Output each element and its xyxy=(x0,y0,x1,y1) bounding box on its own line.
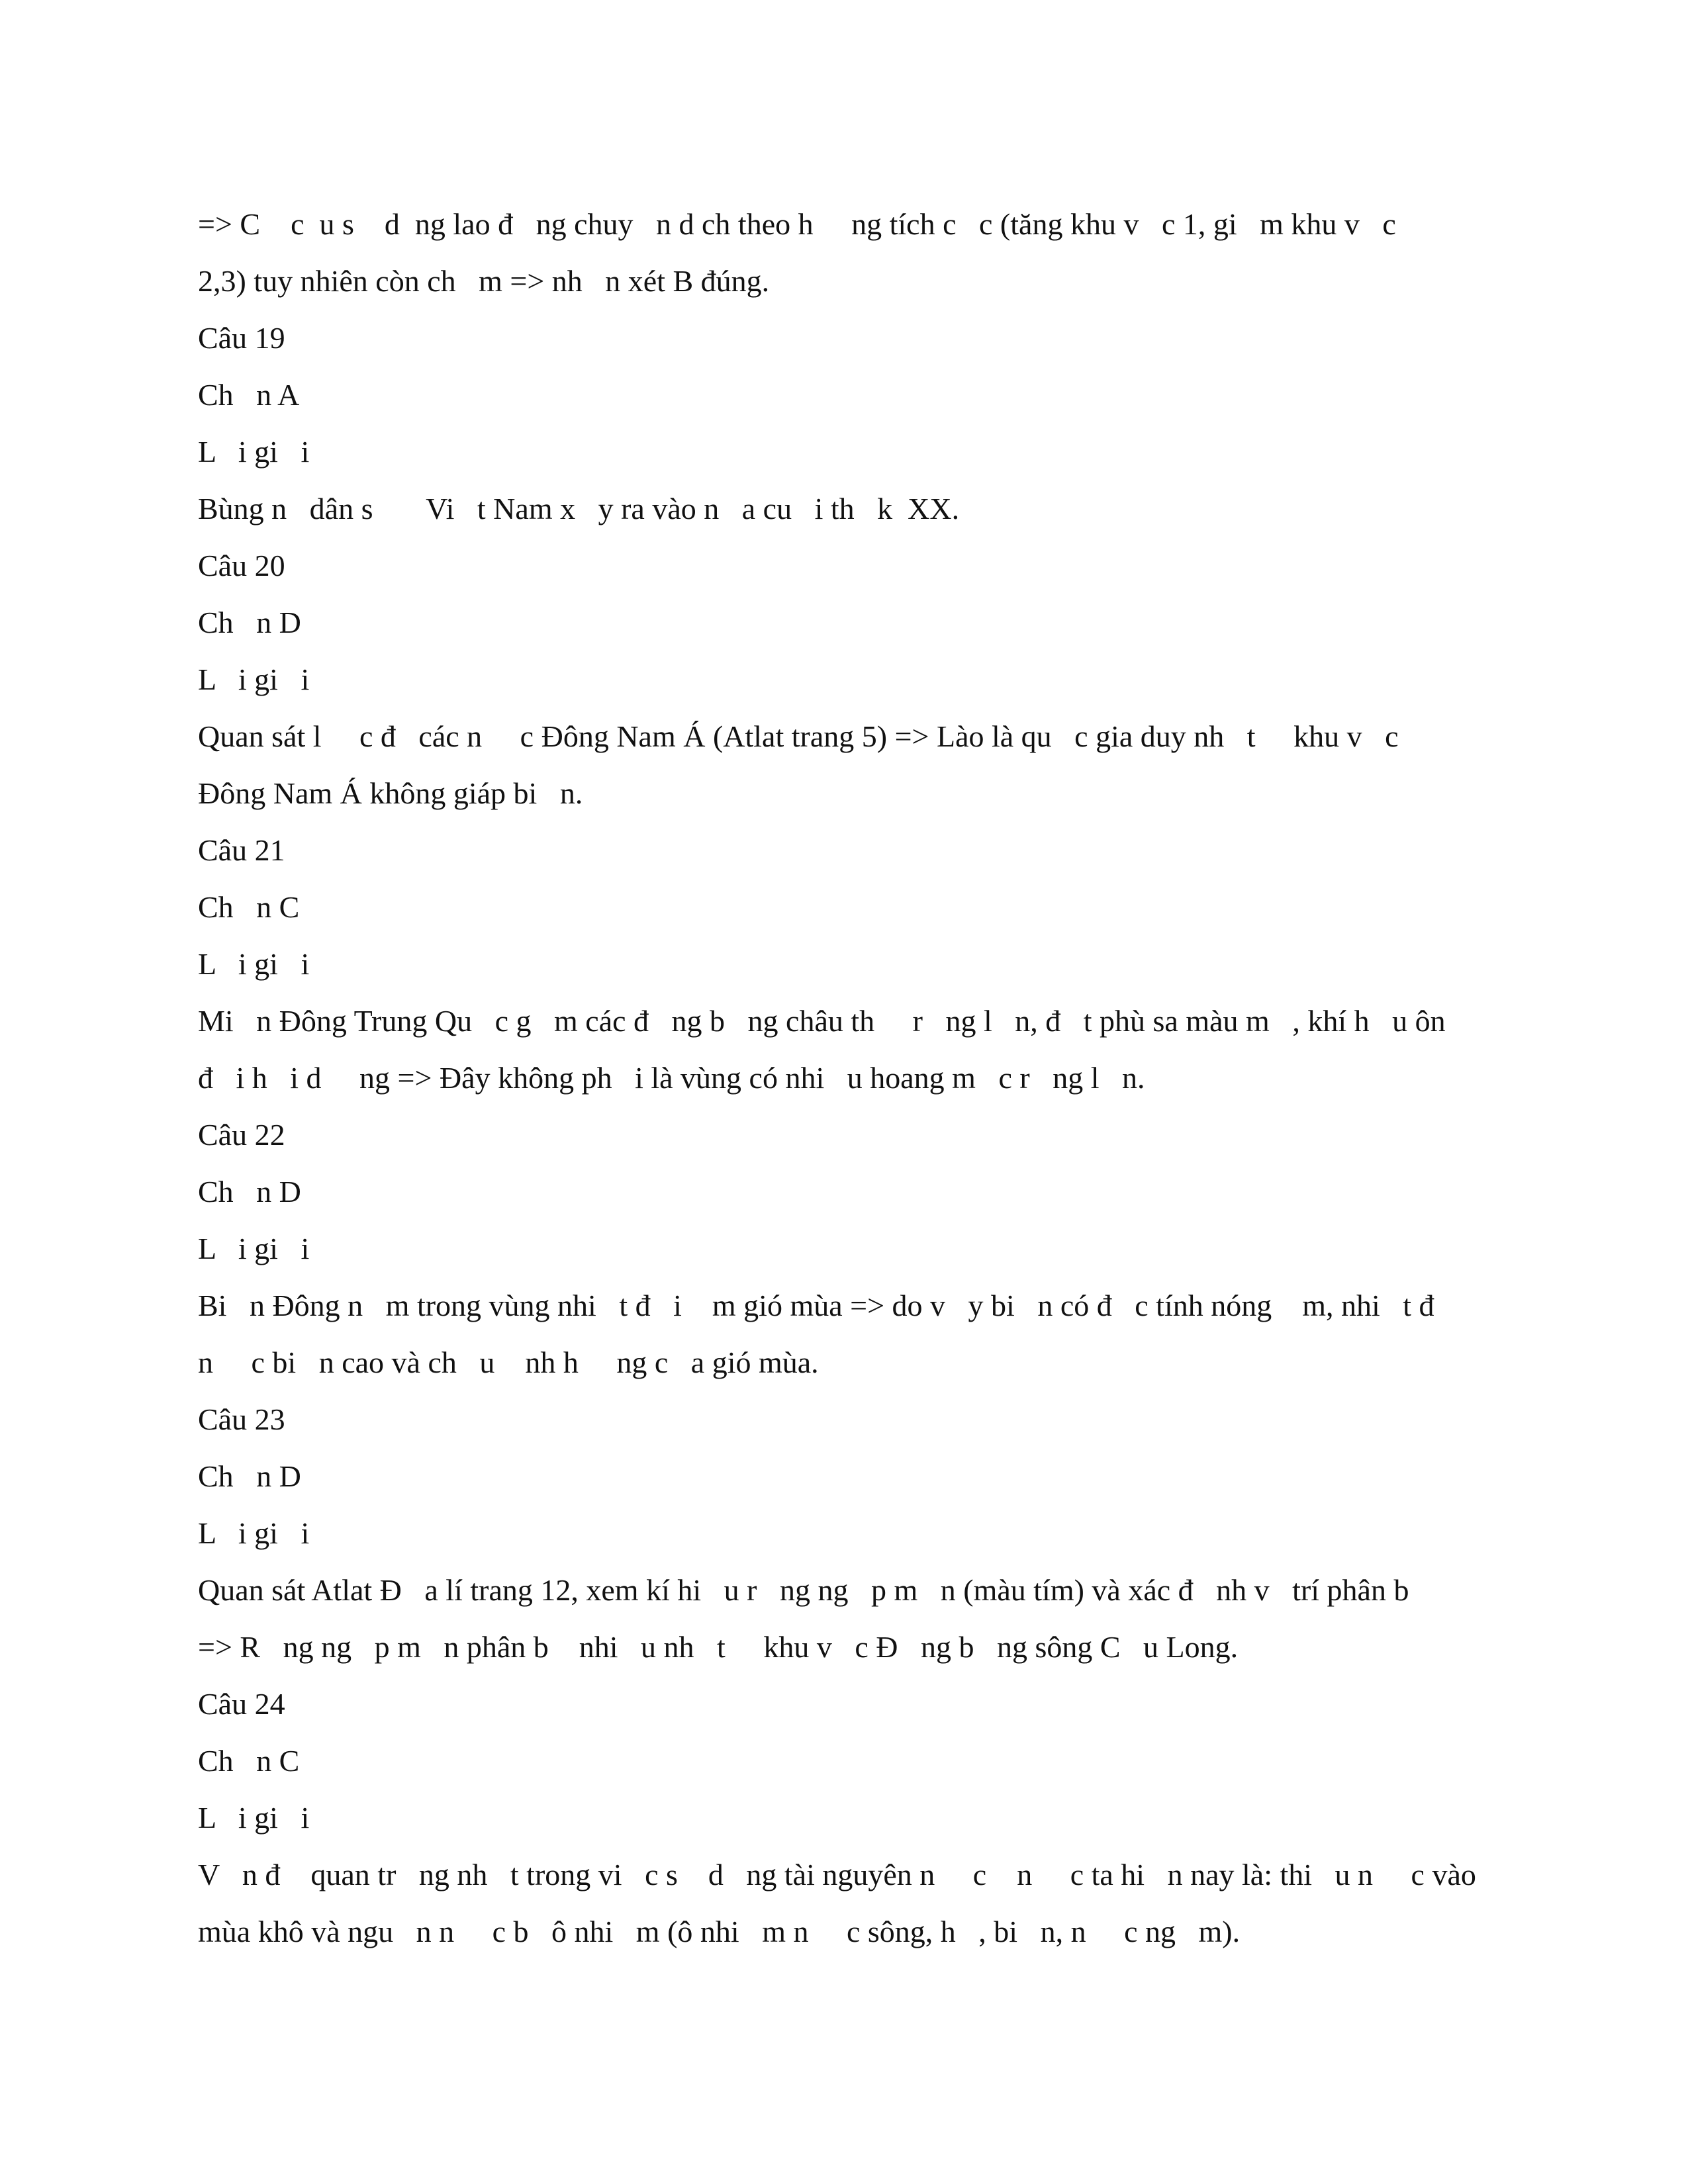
text-line: Mi n Đông Trung Qu c g m các đ ng b ng châu th r ng l n, đ t phù sa màu m , khí h u ôn xyxy=(198,1004,1446,1038)
answer-choice: Ch n C xyxy=(198,1744,300,1778)
explanation-label: L i gi i xyxy=(198,435,310,469)
explanation-label: L i gi i xyxy=(198,1516,310,1550)
text-line: => R ng ng p m n phân b nhi u nh t khu v c Đ ng b ng sông C u Long. xyxy=(198,1630,1239,1664)
question-heading: Câu 20 xyxy=(198,549,285,582)
answer-choice: Ch n D xyxy=(198,1175,301,1208)
text-line: mùa khô và ngu n n c b ô nhi m (ô nhi m n c sông, h , bi n, n c ng m). xyxy=(198,1915,1241,1948)
explanation-label: L i gi i xyxy=(198,1232,310,1265)
answer-choice: Ch n C xyxy=(198,890,300,924)
text-line: Đông Nam Á không giáp bi n. xyxy=(198,776,583,810)
answer-choice: Ch n D xyxy=(198,606,301,639)
explanation-label: L i gi i xyxy=(198,1801,310,1835)
text-line: 2,3) tuy nhiên còn ch m => nh n xét B đúng. xyxy=(198,264,770,298)
text-line: V n đ quan tr ng nh t trong vi c s d ng tài nguyên n c n c ta hi n nay là: thi u n c vào xyxy=(198,1858,1476,1891)
text-line: Quan sát l c đ các n c Đông Nam Á (Atlat trang 5) => Lào là qu c gia duy nh t khu v c xyxy=(198,719,1399,753)
document-body xyxy=(198,196,1495,1960)
text-line: => C c u s d ng lao đ ng chuy n d ch theo h ng tích c c (tăng khu v c 1, gi m khu v c xyxy=(198,207,1396,241)
explanation-label: L i gi i xyxy=(198,947,310,981)
explanation-label: L i gi i xyxy=(198,662,310,696)
answer-choice: Ch n A xyxy=(198,378,300,412)
question-heading: Câu 23 xyxy=(198,1402,285,1436)
text-line: Quan sát Atlat Đ a lí trang 12, xem kí hi u r ng ng p m n (màu tím) và xác đ nh v trí phân b xyxy=(198,1573,1409,1607)
text-line: Bi n Đông n m trong vùng nhi t đ i m gió mùa => do v y bi n có đ c tính nóng m, nhi t đ xyxy=(198,1289,1434,1322)
text-line: Bùng n dân s Vi t Nam x y ra vào n a cu i th k XX. xyxy=(198,492,960,525)
text-line: n c bi n cao và ch u nh h ng c a gió mùa. xyxy=(198,1345,819,1379)
answer-choice: Ch n D xyxy=(198,1459,301,1493)
text-line: đ i h i d ng => Đây không ph i là vùng có nhi u hoang m c r ng l n. xyxy=(198,1061,1145,1095)
question-heading: Câu 21 xyxy=(198,833,285,867)
question-heading: Câu 22 xyxy=(198,1118,285,1152)
question-heading: Câu 19 xyxy=(198,321,285,355)
question-heading: Câu 24 xyxy=(198,1687,285,1721)
